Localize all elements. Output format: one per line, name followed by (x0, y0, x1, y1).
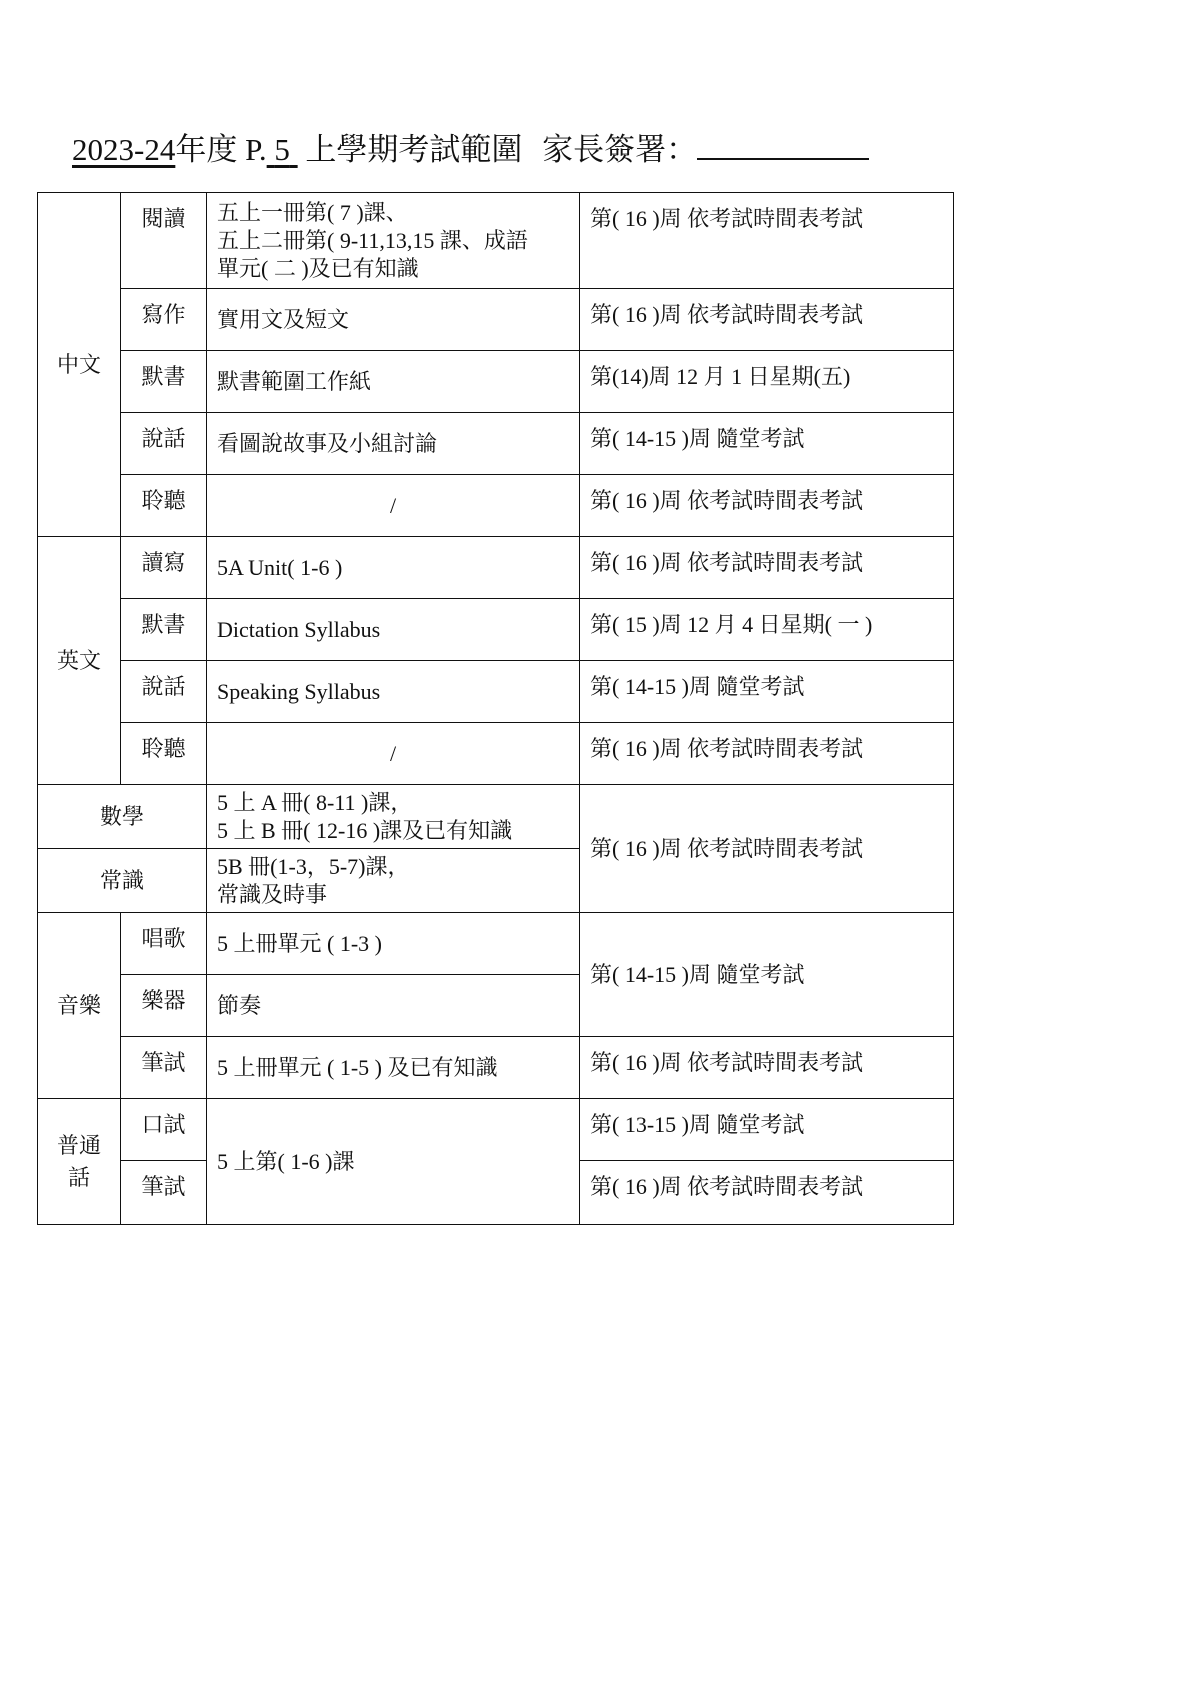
schedule-putonghua-written: 第( 16 )周 依考試時間表考試 (580, 1161, 954, 1225)
subject-music: 音樂 (38, 913, 121, 1099)
table-row (38, 193, 954, 289)
sub-music-written: 筆試 (121, 1037, 207, 1099)
signature-line[interactable] (697, 128, 869, 160)
sub-chinese-dictation: 默書 (121, 351, 207, 413)
scope-music-singing: 5 上冊單元 ( 1-3 ) (207, 913, 580, 975)
scope-english-reading-writing: 5A Unit( 1-6 ) (207, 537, 580, 599)
scope-math: 5 上 A 冊( 8-11 )課， 5 上 B 冊( 12-16 )課及已有知識 (207, 785, 580, 849)
subject-chinese: 中文 (38, 193, 121, 537)
scope-music-written: 5 上冊單元 ( 1-5 ) 及已有知識 (207, 1037, 580, 1099)
sub-chinese-listening: 聆聽 (121, 475, 207, 537)
schedule-english-dictation: 第( 15 )周 12 月 4 日星期( 一 ) (580, 599, 954, 661)
scope-english-listening: / (207, 723, 580, 785)
subject-putonghua: 普通 話 (38, 1099, 121, 1225)
scope-general-studies: 5B 冊(1-3，5-7)課， 常識及時事 (207, 849, 580, 913)
table-row (38, 1099, 954, 1161)
sub-english-reading-writing: 讀寫 (121, 537, 207, 599)
sub-music-instrument: 樂器 (121, 975, 207, 1037)
title-year: 2023-24 (72, 132, 176, 167)
table-row (38, 785, 954, 849)
schedule-chinese-listening: 第( 16 )周 依考試時間表考試 (580, 475, 954, 537)
title-grade: 5 (274, 132, 290, 167)
exam-scope-table (37, 192, 954, 1225)
schedule-english-listening: 第( 16 )周 依考試時間表考試 (580, 723, 954, 785)
sub-chinese-speaking: 說話 (121, 413, 207, 475)
table-row (38, 723, 954, 785)
scope-chinese-listening: / (207, 475, 580, 537)
table-row (38, 289, 954, 351)
sub-putonghua-oral: 口試 (121, 1099, 207, 1161)
scope-english-speaking: Speaking Syllabus (207, 661, 580, 723)
sub-english-listening: 聆聽 (121, 723, 207, 785)
schedule-english-reading-writing: 第( 16 )周 依考試時間表考試 (580, 537, 954, 599)
schedule-putonghua-oral: 第( 13-15 )周 隨堂考試 (580, 1099, 954, 1161)
schedule-math-gs: 第( 16 )周 依考試時間表考試 (580, 785, 954, 913)
sub-english-speaking: 說話 (121, 661, 207, 723)
table-row (38, 413, 954, 475)
title-term: 上學期考試範圍 (305, 132, 523, 167)
page-title (72, 128, 869, 170)
sub-putonghua-written: 筆試 (121, 1161, 207, 1225)
schedule-chinese-writing: 第( 16 )周 依考試時間表考試 (580, 289, 954, 351)
scope-chinese-reading: 五上一冊第( 7 )課、 五上二冊第( 9-11,13,15 課、成語 單元( 二 )及已有知識 (207, 193, 580, 289)
scope-chinese-speaking: 看圖說故事及小組討論 (207, 413, 580, 475)
schedule-chinese-reading: 第( 16 )周 依考試時間表考試 (580, 193, 954, 289)
subject-english: 英文 (38, 537, 121, 785)
schedule-chinese-speaking: 第( 14-15 )周 隨堂考試 (580, 413, 954, 475)
sub-chinese-reading: 閱讀 (121, 193, 207, 289)
table-row (38, 661, 954, 723)
sub-english-dictation: 默書 (121, 599, 207, 661)
sub-chinese-writing: 寫作 (121, 289, 207, 351)
schedule-chinese-dictation: 第(14)周 12 月 1 日星期(五) (580, 351, 954, 413)
scope-english-dictation: Dictation Syllabus (207, 599, 580, 661)
schedule-music-singing-instrument: 第( 14-15 )周 隨堂考試 (580, 913, 954, 1037)
schedule-english-speaking: 第( 14-15 )周 隨堂考試 (580, 661, 954, 723)
scope-chinese-writing: 實用文及短文 (207, 289, 580, 351)
table-row (38, 913, 954, 975)
table-row (38, 599, 954, 661)
title-grade-prefix: P. (245, 132, 267, 167)
title-year-suffix: 年度 (175, 132, 238, 167)
scope-music-instrument: 節奏 (207, 975, 580, 1037)
table-row (38, 351, 954, 413)
subject-math: 數學 (38, 785, 207, 849)
signature-label: 家長簽署： (542, 132, 698, 167)
sub-music-singing: 唱歌 (121, 913, 207, 975)
table-row (38, 537, 954, 599)
schedule-music-written: 第( 16 )周 依考試時間表考試 (580, 1037, 954, 1099)
table-row (38, 475, 954, 537)
subject-general-studies: 常識 (38, 849, 207, 913)
table-row (38, 1037, 954, 1099)
scope-putonghua: 5 上第( 1-6 )課 (207, 1099, 580, 1225)
scope-chinese-dictation: 默書範圍工作紙 (207, 351, 580, 413)
